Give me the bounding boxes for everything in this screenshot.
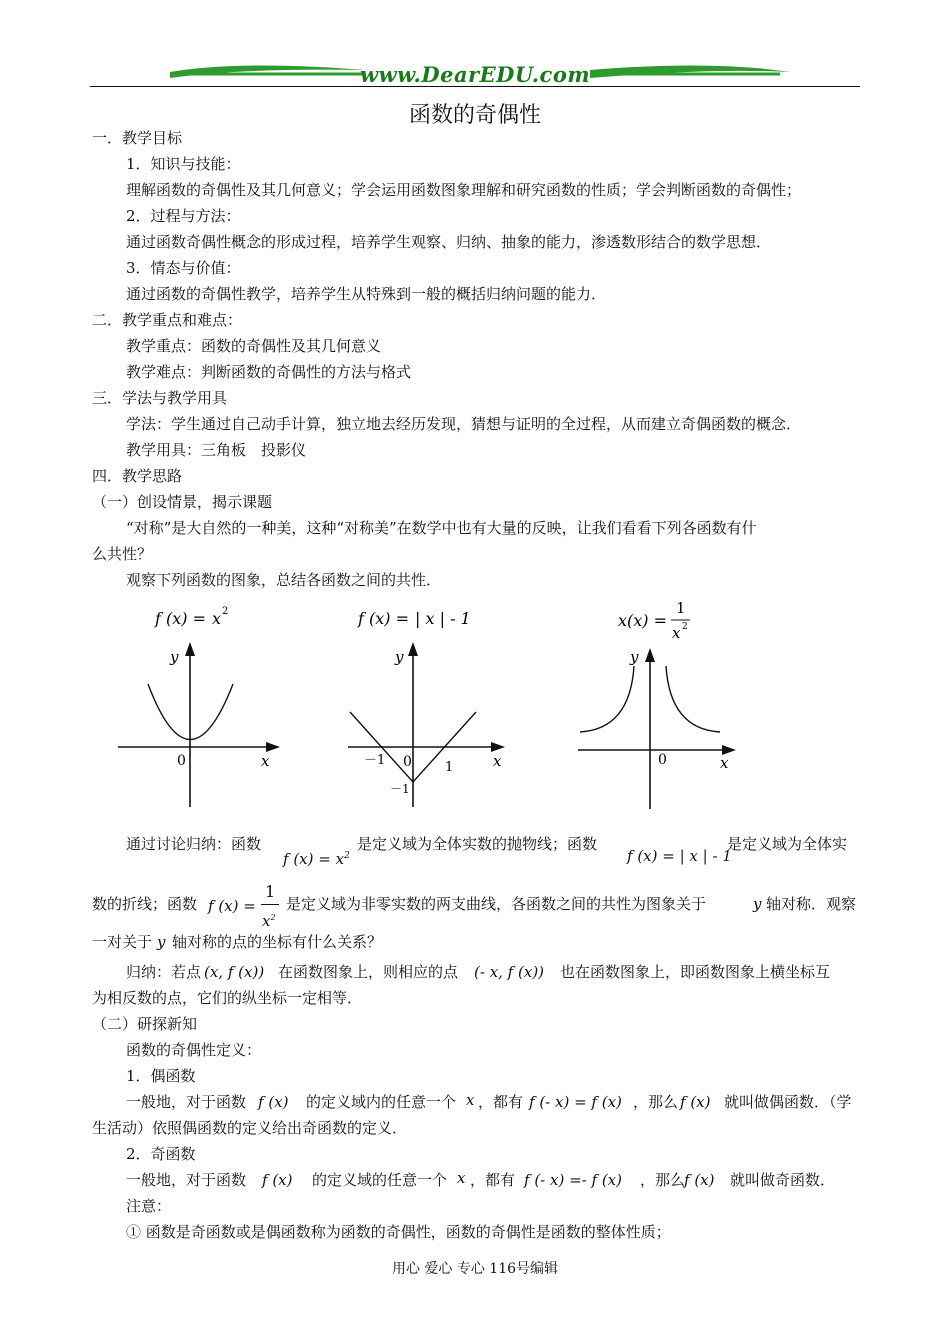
paragraph: ，都有: [470, 1171, 516, 1189]
paragraph: 数的折线；函数: [92, 895, 198, 913]
subsection-heading: （二）研探新知: [92, 1015, 198, 1033]
section-heading: 四．教学思路: [92, 467, 183, 485]
paragraph: ，那么: [640, 1171, 686, 1189]
formula: f (x): [680, 1093, 711, 1111]
paragraph: 轴对称．观察: [766, 895, 857, 913]
exponent-label: 2: [222, 606, 229, 617]
graph-reciprocal-square: [570, 596, 750, 820]
paragraph: 就叫做奇函数．: [730, 1171, 836, 1189]
paragraph: 通过函数的奇偶性教学，培养学生从特殊到一般的概括归纳问题的能力．: [126, 285, 607, 303]
x-arrow-icon: [266, 742, 280, 752]
paragraph: 么共性？: [92, 545, 153, 563]
header-rule: [90, 86, 860, 87]
item-label: 1．偶函数: [126, 1067, 196, 1085]
formula: f $(x) = x^2$: [283, 850, 350, 868]
right-branch-curve: [666, 666, 720, 732]
formula: f (x) =: [208, 897, 256, 915]
paragraph: ，那么: [633, 1093, 679, 1111]
math-variable: y: [157, 933, 166, 951]
left-branch-curve: [580, 666, 634, 732]
formula-label: f (x) =: [358, 609, 410, 628]
formula: f (x) = | x | - 1: [627, 847, 732, 865]
paragraph: ，都有: [478, 1093, 524, 1111]
y-arrow-icon: [645, 648, 655, 662]
paragraph: 为相反数的点，它们的纵坐标一定相等．: [92, 989, 363, 1007]
formula-label: f (x) =: [155, 609, 207, 628]
axis-label-x: x: [720, 754, 729, 772]
formula: f (x): [262, 1171, 293, 1189]
graph-parabola: [110, 600, 290, 819]
paragraph: 观察下列函数的图象，总结各函数之间的共性．: [126, 571, 442, 589]
paragraph: 学法：学生通过自己动手计算，独立地去经历发现，猜想与证明的全过程，从而建立奇偶函数的概念．: [126, 415, 802, 433]
math-variable: x: [457, 1169, 466, 1187]
paragraph: 教学用具：三角板 投影仪: [126, 441, 307, 459]
formula-label: | x | - 1: [415, 609, 471, 628]
paragraph: 的定义域的任意一个: [312, 1171, 448, 1189]
section-heading: 三．学法与教学用具: [92, 389, 228, 407]
paragraph: “对称”是大自然的一种美，这种“对称美”在数学中也有大量的反映，让我们看看下列各函数有什: [126, 519, 757, 537]
x-arrow-icon: [491, 742, 505, 752]
paragraph: 就叫做偶函数．（学: [724, 1093, 852, 1111]
paragraph: 一般地，对于函数: [126, 1093, 247, 1111]
axis-label-y: y: [395, 648, 404, 666]
subsection-heading: （一）创设情景，揭示课题: [92, 493, 273, 511]
exponent-label: 2: [682, 622, 688, 632]
y-arrow-icon: [185, 642, 195, 656]
paragraph: 是定义域为全体实数的抛物线；函数: [357, 835, 598, 853]
axis-label-y: y: [630, 648, 639, 666]
page-footer: 用心 爱心 专心 116号编辑: [391, 1261, 559, 1277]
axis-label-x: x: [261, 752, 270, 770]
graph-abs: [340, 600, 520, 819]
formula-label: x(x) =: [618, 611, 668, 630]
item-label: 2．奇函数: [126, 1145, 196, 1163]
formula: f (- x) = f (x): [529, 1093, 622, 1111]
section-heading: 一．教学目标: [92, 129, 183, 147]
paragraph: 的定义域内的任意一个: [306, 1093, 457, 1111]
tick-label-neg1: －1: [364, 753, 386, 768]
paragraph: 通过讨论归纳：函数: [126, 835, 262, 853]
page-title: 函数的奇偶性: [408, 103, 541, 128]
paragraph: 教学重点：函数的奇偶性及其几何意义: [126, 337, 382, 355]
paragraph: 生活动）依照偶函数的定义给出奇函数的定义．: [92, 1119, 408, 1137]
paragraph: 轴对称的点的坐标有什么关系？: [172, 933, 383, 951]
fraction-numerator: 1: [265, 882, 276, 901]
fraction-denominator: x: [672, 624, 681, 642]
formula: f (- x) =- f (x): [524, 1171, 622, 1189]
math-variable: y: [753, 895, 762, 913]
math-variable: x: [466, 1091, 475, 1109]
item-label: 3．情态与价值：: [126, 259, 241, 277]
paragraph: 一对关于: [92, 933, 153, 951]
section-heading: 二．教学重点和难点：: [92, 311, 243, 329]
tick-label-pos1: 1: [445, 760, 454, 775]
paragraph: 也在函数图象上，即函数图象上横坐标互: [560, 963, 831, 981]
formula: (x, f (x)): [204, 963, 265, 981]
y-arrow-icon: [408, 642, 418, 656]
paragraph: 归纳：若点: [126, 963, 202, 981]
paragraph: 通过函数奇偶性概念的形成过程，培养学生观察、归纳、抽象的能力，渗透数形结合的数学思想．: [126, 233, 772, 251]
origin-label: 0: [658, 752, 667, 768]
paragraph: 函数的奇偶性定义：: [126, 1041, 262, 1059]
paragraph: 教学难点：判断函数的奇偶性的方法与格式: [126, 363, 412, 381]
fraction-denominator: $x^2$: [262, 912, 276, 930]
axis-label-y: y: [170, 648, 179, 666]
axis-label-x: x: [493, 752, 502, 770]
origin-label: 0: [403, 754, 412, 770]
formula: (- x, f (x)): [474, 963, 545, 981]
formula: f (x): [258, 1093, 289, 1111]
paragraph: ① 函数是奇函数或是偶函数称为函数的奇偶性，函数的奇偶性是函数的整体性质；: [126, 1223, 671, 1241]
paragraph: 是定义域为全体实: [727, 835, 848, 853]
fraction-bar: [261, 904, 279, 905]
item-label: 2．过程与方法：: [126, 207, 241, 225]
paragraph: 是定义域为非零实数的两支曲线，各函数之间的共性为图象关于: [286, 895, 707, 913]
paragraph: 注意：: [126, 1197, 172, 1215]
item-label: 1．知识与技能：: [126, 155, 241, 173]
paragraph: 一般地，对于函数: [126, 1171, 247, 1189]
formula-label: x: [212, 609, 222, 628]
origin-label: 0: [177, 753, 186, 769]
paragraph: 理解函数的奇偶性及其几何意义；学会运用函数图象理解和研究函数的性质；学会判断函数的奇偶性；: [126, 181, 802, 199]
fraction-numerator: 1: [676, 599, 686, 617]
tick-label-neg1-y: －1: [390, 782, 410, 796]
formula: f (x): [684, 1171, 715, 1189]
paragraph: 在函数图象上，则相应的点: [278, 963, 459, 981]
site-logo-text: www.DearEDU.com: [359, 62, 591, 87]
